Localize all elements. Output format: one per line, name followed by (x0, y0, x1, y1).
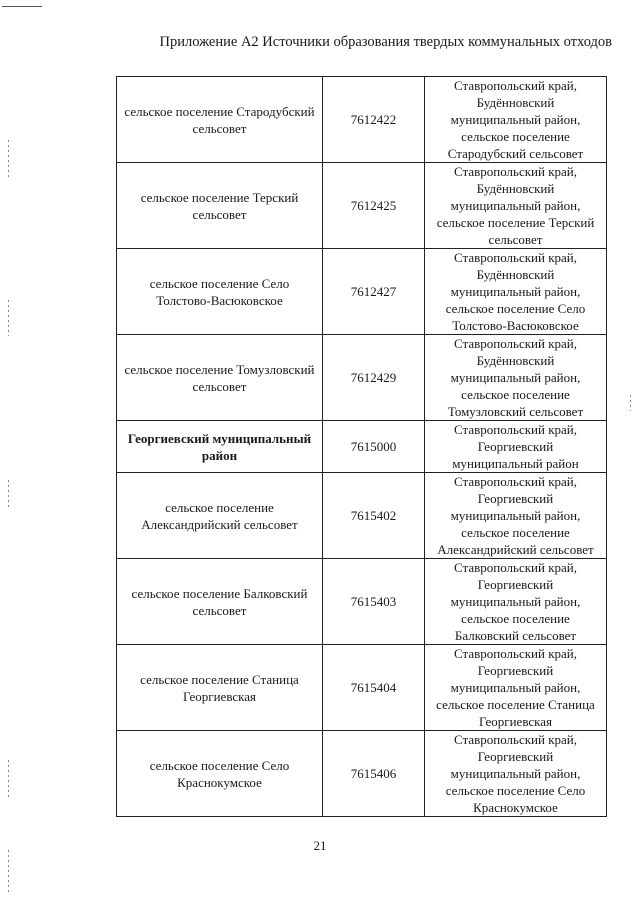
table-row-district (117, 421, 607, 473)
code-cell: 7612425 (323, 163, 425, 249)
address-cell: Ставропольский край, Будённовский муниципальный район, сельское поселение Томузловский сельсовет (425, 335, 607, 421)
address-cell: Ставропольский край, Георгиевский муниципальный район, сельское поселение Село Краснокумское (425, 731, 607, 817)
table-row (117, 645, 607, 731)
settlement-name-cell: сельское поселение Стародубский сельсовет (117, 77, 323, 163)
page-number: 21 (313, 838, 327, 853)
code-cell: 7612427 (323, 249, 425, 335)
settlement-name-cell: сельское поселение Балковский сельсовет (117, 559, 323, 645)
table-row (117, 559, 607, 645)
margin-mark (8, 480, 9, 510)
address-cell: Ставропольский край, Будённовский муниципальный район, сельское поселение Терский сельсовет (425, 163, 607, 249)
settlement-name-cell: сельское поселение Станица Георгиевская (117, 645, 323, 731)
settlement-name-cell: сельское поселение Александрийский сельсовет (117, 473, 323, 559)
margin-mark (8, 300, 9, 336)
margin-mark (8, 760, 9, 800)
sources-table (116, 76, 607, 817)
settlement-name-cell: сельское поселение Село Толстово-Васюковское (117, 249, 323, 335)
code-cell: 7612422 (323, 77, 425, 163)
address-cell: Ставропольский край, Георгиевский муниципальный район, сельское поселение Александрийский сельсовет (425, 473, 607, 559)
address-cell: Ставропольский край, Будённовский муниципальный район, сельское поселение Село Толстово-Васюковское (425, 249, 607, 335)
scan-corner-mark (2, 6, 42, 7)
code-cell: 7615403 (323, 559, 425, 645)
table-row (117, 163, 607, 249)
table-row (117, 335, 607, 421)
table-row (117, 473, 607, 559)
code-cell: 7615000 (323, 421, 425, 473)
code-cell: 7615402 (323, 473, 425, 559)
table-row (117, 77, 607, 163)
code-cell: 7615406 (323, 731, 425, 817)
address-cell: Ставропольский край, Георгиевский муниципальный район, сельское поселение Станица Георгиевская (425, 645, 607, 731)
table-row (117, 731, 607, 817)
margin-mark (630, 395, 631, 411)
settlement-name-cell: сельское поселение Село Краснокумское (117, 731, 323, 817)
address-cell: Ставропольский край, Будённовский муниципальный район, сельское поселение Стародубский сельсовет (425, 77, 607, 163)
margin-mark (8, 850, 9, 894)
margin-mark (8, 140, 9, 180)
settlement-name-cell: сельское поселение Томузловский сельсовет (117, 335, 323, 421)
table-row (117, 249, 607, 335)
address-cell: Ставропольский край, Георгиевский муниципальный район, сельское поселение Балковский сельсовет (425, 559, 607, 645)
district-name-cell: Георгиевский муниципальный район (117, 421, 323, 473)
code-cell: 7612429 (323, 335, 425, 421)
address-cell: Ставропольский край, Георгиевский муниципальный район (425, 421, 607, 473)
page-header-title: Приложение А2 Источники образования твердых коммунальных отходов (159, 34, 612, 50)
code-cell: 7615404 (323, 645, 425, 731)
settlement-name-cell: сельское поселение Терский сельсовет (117, 163, 323, 249)
